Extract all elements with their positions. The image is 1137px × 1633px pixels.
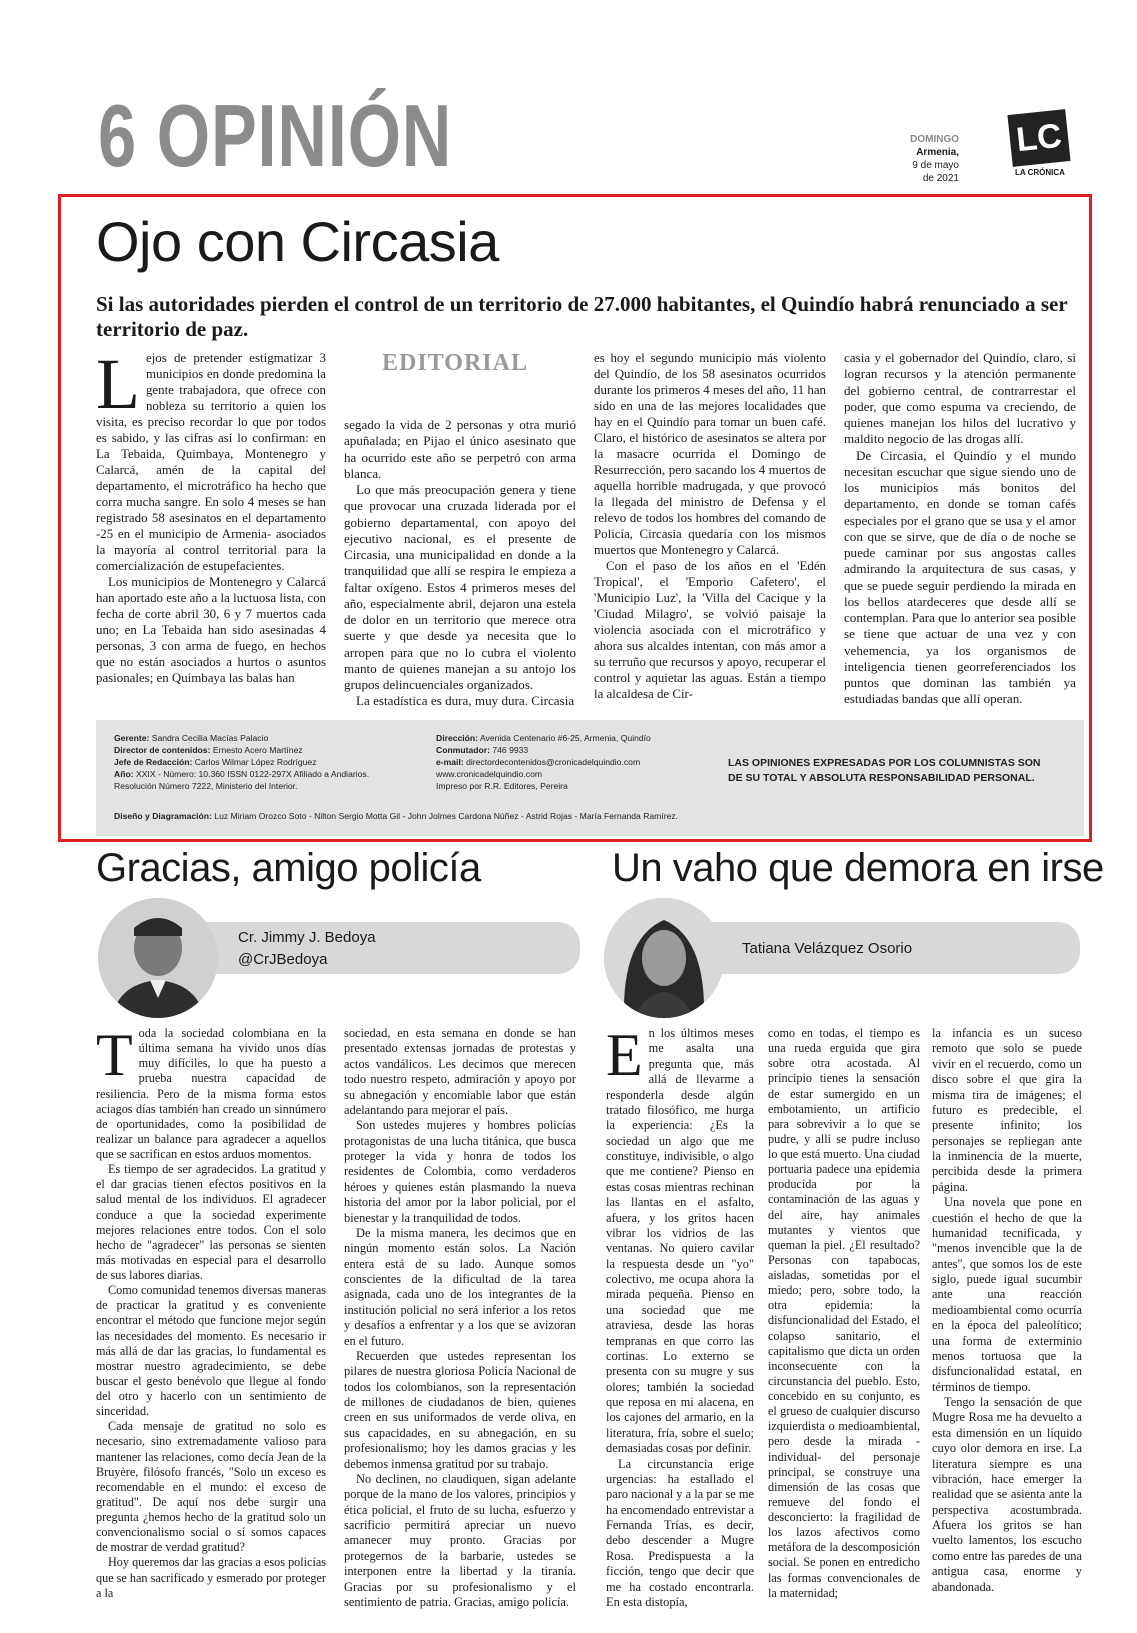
paragraph: La circunstancia erige urgencias: ha estallado el paro nacional y a la par se me ha encomendado entrevistar a Fernanda Trías, es decir, debo descender a Mugre Rosa. Predispuesta a la ficción, tengo que decir que me ha costado encontrarla. En esta distopía, xyxy=(606,1456,754,1609)
paragraph: casia y el gobernador del Quindío, claro, si logran recursos y la atención permanente del gobierno central, de contrarrestar el poder, que como espuma va creciendo, de quienes manejan los hilos del lucrativo y maldito negocio de las drogas allí. xyxy=(844,350,1076,447)
staff-left xyxy=(114,732,414,792)
newspaper-logo xyxy=(1010,112,1070,182)
column-right-text-2 xyxy=(768,1026,920,1601)
edition-year: de 2021 xyxy=(922,173,959,184)
paragraph: Son ustedes mujeres y hombres policías protagonistas de una lucha titánica, que busca proteger la vida y honra de todos los residentes de Colombia, como verdaderos héroes y quienes están plasmando la nueva historia del amor por la labor policial, por el bienestar y la tranquilidad de todos. xyxy=(344,1118,576,1225)
paragraph: Una novela que pone en cuestión el hecho de que la humanidad tecnificada, y "menos invencible que la de antes", que somos los de este siglo, puede igual sucumbir ante una reacción medioambiental como ocurría en la época del paleolítico; una forma de exterminio menos tortuosa que la disfuncionalidad estatal, en términos de tiempo. xyxy=(932,1195,1082,1394)
staff-line: e-mail: directordecontenidos@cronicadelquindio.com xyxy=(436,757,641,767)
paragraph: segado la vida de 2 personas y otra murió apuñalada; en Pijao el único asesinato que ha ocurrido este año se perpetró con arma blanca. xyxy=(344,417,576,481)
paragraph: Como comunidad tenemos diversas maneras de practicar la gratitud y es conveniente encontrar el método que funcione mejor según las necesidades del momento. Es necesario ir más allá de dar las gracias, lo fundamental es mostrar nuestro agradecimiento, se debe buscar el gesto benévolo que llegue al fondo del otro y hacerlo con un sentimiento de sinceridad. xyxy=(96,1283,326,1419)
paragraph: ejos de pretender estigmatizar 3 municipios en donde predomina la gente trabajadora, que ofrece con nobleza su territorio a quien los visita, es preciso recordar lo que por todos es sabido, y las cifras así lo confirman: en La Tebaida, Quimbaya, Montenegro y Calarcá, amén de la capital del departamento, el microtráfico ha hecho que corra mucha sangre. En solo 4 meses se han registrado 58 asesinatos en el departamento -25 en el municipio de Armenia- asociados la mayoría al control territorial para la comercialización de estupefacientes. xyxy=(96,351,326,573)
paragraph: La estadística es dura, muy dura. Circasia xyxy=(356,693,575,709)
column-right-title: Un vaho que demora en irse xyxy=(612,846,1104,890)
author-name: Cr. Jimmy J. Bedoya xyxy=(238,929,376,946)
edition-date-text: 9 de mayo xyxy=(912,160,959,171)
staff-line: Resolución Número 7222, Ministerio del Interior. xyxy=(114,781,298,791)
staff-line: Impreso por R.R. Editores, Pereira xyxy=(436,781,568,791)
logo-text: LA CRÓNICA xyxy=(1015,168,1065,177)
author-photo xyxy=(604,898,724,1018)
editorial-column-4 xyxy=(844,350,1076,708)
column-right-text-1 xyxy=(606,1022,754,1610)
paragraph: como en todas, el tiempo es una rueda erguida que gira sobre otra acostada. Al principio tienes la sensación de estar sumergido en un embotamiento, un artificio para sobrevivir a lo que se pudre, y allí se pudre incluso lo que está muerto. Una ciudad portuaria padece una epidemia producida por la contaminación de las aguas y del aire, hay animales mutantes y vientos que queman la piel. ¿El resultado? Personas con tapabocas, aisladas, sometidas por el miedo; pero, sobre todo, la otra epidemia: la disfuncionalidad del Estado, el colapso sanitario, el capitalismo que dicta un orden inconsecuente con la circunstancia del pueblo. Esto, concebido en su conjunto, es el grueso de cualquier discurso izquierdista o medioambiental, pero desde la mirada -individual- del personaje principal, se construye una dimensión de las cosas que remueve del fondo el desconcierto: la fragilidad de los lazos afectivos como metáfora de la descomposición social. Se ponen en entredicho las formas convencionales de la maternidad; xyxy=(768,1026,920,1600)
staff-line: Conmutador: 746 9933 xyxy=(436,745,529,755)
column-left-byline xyxy=(238,927,376,971)
paragraph: Con el paso de los años en el 'Edén Tropical', el 'Emporio Cafetero', el 'Municipio Luz', la 'Villa del Cacique y la 'Ciudad Milagro', se volvió paisaje la violencia asociada con el microtráfico y ahora sus alcaldes intentan, con más amor a su terruño que recursos y apoyo, recuperar el control y aquietar las aguas. Están a tiempo la alcaldesa de Cir- xyxy=(594,559,826,701)
staff-line: Gerente: Sandra Cecilia Macías Palacio xyxy=(114,733,269,743)
editorial-kicker: EDITORIAL xyxy=(382,350,528,376)
author-name: Tatiana Velázquez Osorio xyxy=(742,940,913,957)
editorial-column-2 xyxy=(344,417,576,710)
column-right-byline xyxy=(742,938,912,960)
editorial-column-3 xyxy=(594,350,826,702)
staff-line xyxy=(436,768,736,780)
paragraph: sociedad, en esta semana en donde se han presentado extensas jornadas de protestas y actos vandálicos. Les decimos que merecen todo nuestro respeto, admiración y apoyo por su abnegación y encomiable labor que están adelantando para mejorar el país. xyxy=(344,1026,576,1117)
staff-line: Dirección: Avenida Centenario #6-25, Armenia, Quindío xyxy=(436,733,651,743)
editorial-deck: Si las autoridades pierden el control de un territorio de 27.000 habitantes, el Quindío habrá renunciado a ser territorio de paz. xyxy=(96,292,1068,341)
paragraph: Hoy queremos dar las gracias a esos policías que se han sacrificado y esmerado por proteger a la xyxy=(96,1555,326,1600)
author-handle[interactable]: @CrJBedoya xyxy=(238,951,328,968)
paragraph: Los municipios de Montenegro y Calarcá han aportado este año a la luctuosa lista, con fecha de corte abril 30, 6 y 7 muertos cada uno; en La Tebaida han sido asesinadas 4 personas, 3 con arma de fuego, en hechos que no están asociados a hurtos o asuntos pasionales; en Quimbaya las balas han xyxy=(96,575,326,685)
opinion-disclaimer: LAS OPINIONES EXPRESADAS POR LOS COLUMNISTAS SON DE SU TOTAL Y ABSOLUTA RESPONSABILIDAD PERSONAL. xyxy=(728,757,1041,784)
paragraph: es hoy el segundo municipio más violento del Quindío, de los 58 asesinatos ocurridos durante los primeros 4 meses del año, 11 han sido en una de las mejores localidades que hay en el Quindío para tomar un buen café. Claro, el histórico de asesinatos se altera por la masacre ocurrida el Domingo de Resurrección, pero sacando los 4 muertos de aquella horrible madrugada, y que provocó la llegada del ministro de Defensa y el relevo de todos los hombres del comando de Policía, Circasia quedaría con los mismos muertos que Montenegro y Calarcá. xyxy=(594,351,826,557)
paragraph: No declinen, no claudiquen, sigan adelante porque de la mano de los valores, principios y ética policial, el fruto de su lucha, esfuerzo y sacrificio permitirá apreciar un nuevo amanecer muy pronto. Gracias por protegernos de la barbarie, ustedes se interponen entre la libertad y la tiranía. Gracias por su profesionalismo y el sentimiento de patria. Gracias, amigo policía. xyxy=(344,1471,576,1609)
paragraph: De la misma manera, les decimos que en ningún momento están solos. La Nación entera está de su lado. Aunque somos conscientes de la dificultad de la tarea asignada, cada uno de los integrantes de la institución policial no será inferior a los retos y desafíos a enfrentar y a los que se avizoran en el futuro. xyxy=(344,1225,576,1348)
paragraph: oda la sociedad colombiana en la última semana ha vivido unos días muy difíciles, lo que ha puesto a prueba nuestra capacidad de resiliencia. Pero de la misma forma estos aciagos días también han creado un sinnúmero de oportunidades, como la posibilidad de realizar un balance para agradecer a aquellos que se sacrifican en estos arduos momentos. xyxy=(96,1026,326,1161)
paragraph: Recuerden que ustedes representan los pilares de nuestra gloriosa Policía Nacional de todos los colombianos, son la representación de millones de ciudadanos de bien, quienes creen en sus uniformados de verde oliva, en sus capacidades, en su abnegación, en su profesionalismo; hoy les damos gracias y les debemos inmensa gratitud por su trabajo. xyxy=(344,1348,576,1471)
staff-box xyxy=(96,720,1084,836)
editorial-dropcap: L xyxy=(96,344,140,424)
editorial-title: Ojo con Circasia xyxy=(96,210,499,273)
edition-day: DOMINGO xyxy=(910,134,959,145)
edition-city: Armenia, xyxy=(916,147,959,158)
paragraph: la infancia es un suceso remoto que solo se puede vivir en el recuerdo, como un disco sobre el que gira la misma tira de imágenes; el futuro es predecible, el presente infinito; los personajes se repliegan ante la inminencia de la muerte, percibida desde la primera página. xyxy=(932,1026,1082,1194)
column-right-text-3 xyxy=(932,1026,1082,1595)
column-left-text-2 xyxy=(344,1026,576,1610)
author-photo-image xyxy=(98,898,218,1018)
design-credits: Diseño y Diagramación: Luz Miriam Orozco Soto - Nilton Sergio Motta Gil - John Jolmes Cardona Núñez - Astrid Rojas - María Fernanda Ramírez. xyxy=(114,811,679,821)
edition-date xyxy=(869,133,959,185)
staff-line: Director de contenidos: Ernesto Acero Martínez xyxy=(114,745,303,755)
paragraph: De Circasia, el Quindío y el mundo necesitan escuchar que sigue siendo uno de los municipios más bonitos del departamento, en donde se toman cafés especiales por el grano que se usa y el amor con que se sirve, que de día o de noche se puede caminar por sus angostas calles admirando la arquitectura de sus casas, y que se puede seguir perdiendo la mirada en los bellos atardeceres que desde allí se contemplan. Para que lo anterior sea posible se tiene que actuar de una vez y con vehemencia, ya los organismos de inteligencia tienen georreferenciados los puntos que dominan las también ya estudiadas bandas que allí operan. xyxy=(844,447,1076,707)
section-title: 6 OPINIÓN xyxy=(98,86,453,185)
paragraph: Cada mensaje de gratitud no solo es necesario, sino extremadamente valioso para mantener las relaciones, como decía Jean de la Bruyère, filósofo francés, "Solo un exceso es recomendable en el mundo: el exceso de gratitud". De aquí nos debe surgir una pregunta ¿hemos hecho de la gratitud solo un convencionalismo social o sí somos capaces de mostrar de verdad gratitud? xyxy=(96,1419,326,1555)
paragraph: Tengo la sensación de que Mugre Rosa me ha devuelto a esta dimensión en un líquido cuyo olor demora en irse. La literatura siempre es una vibración, hace emerger la realidad que se asienta ante la perspectiva acostumbrada. Afuera los gritos se han vuelto lamentos, los escucho como entre las paredes de una antigua casa, enorme y abandonada. xyxy=(932,1395,1082,1594)
column-left-dropcap: T xyxy=(96,1022,133,1088)
editorial-column-1 xyxy=(96,344,326,686)
staff-line: Jefe de Redacción: Carlos Wilmar López Rodríguez xyxy=(114,757,317,767)
column-right-dropcap: E xyxy=(606,1022,643,1088)
column-left-text-1 xyxy=(96,1022,326,1601)
paragraph: Es tiempo de ser agradecidos. La gratitud y el dar gracias tienen efectos positivos en la salud mental de los individuos. El agradecer conduce a que la sociedad experimente mejores relaciones entre todos. Con el solo hecho de "agradecer" las personas se sienten más motivadas en especial para el desarrollo de sus labores diarias. xyxy=(96,1162,326,1282)
paragraph: n los últimos meses me asalta una pregunta que, más allá de llevarme a responderla desde algún tratado filosófico, me hurga la experiencia: ¿Es la sociedad un algo que me constituye, indivisible, o algo que me contiene? Pienso en estas cosas mientras rechinan las llantas en el asfalto, afuera, y los gritos hacen vibrar los vidrios de las ventanas. No quiero cavilar la respuesta desde un "yo" colectivo, me ocupa ahora la mirada pequeña. Pienso en una sociedad que me atraviesa, desde las horas tempranas en que corro las cortinas. Lo externo se presenta con su mugre y sus olores; también la sociedad que reposa en mi alacena, en los cajones del armario, en la literatura, fría, sobre el suelo; demasiadas cosas por definir. xyxy=(606,1026,754,1456)
author-photo xyxy=(98,898,218,1018)
email-link[interactable]: directordecontenidos@cronicadelquindio.com xyxy=(466,757,641,767)
author-photo-image xyxy=(604,898,724,1018)
staff-right xyxy=(436,732,736,792)
staff-line: Año: XXIX - Número: 10.360 ISSN 0122-297X Afiliado a Andiarios. xyxy=(114,769,370,779)
website-link[interactable]: www.cronicadelquindio.com xyxy=(436,769,543,779)
logo-mark: LC xyxy=(1007,109,1070,167)
paragraph: Lo que más preocupación genera y tiene que provocar una cruzada liderada por el gobierno departamental, con apoyo del ejecutivo nacional, es el presente de Circasia, una municipalidad en donde a la tranquilidad que allí se respira le empieza a faltar oxígeno. Estos 4 primeros meses del año, especialmente abril, dejaron una estela de dolor en un territorio que merece otra suerte y que desde ya necesita que lo arropen para que no lo cubra el violento manto de quienes manejan a su antojo los grupos delincuenciales organizados. xyxy=(344,482,576,692)
column-left-title: Gracias, amigo policía xyxy=(96,846,481,890)
